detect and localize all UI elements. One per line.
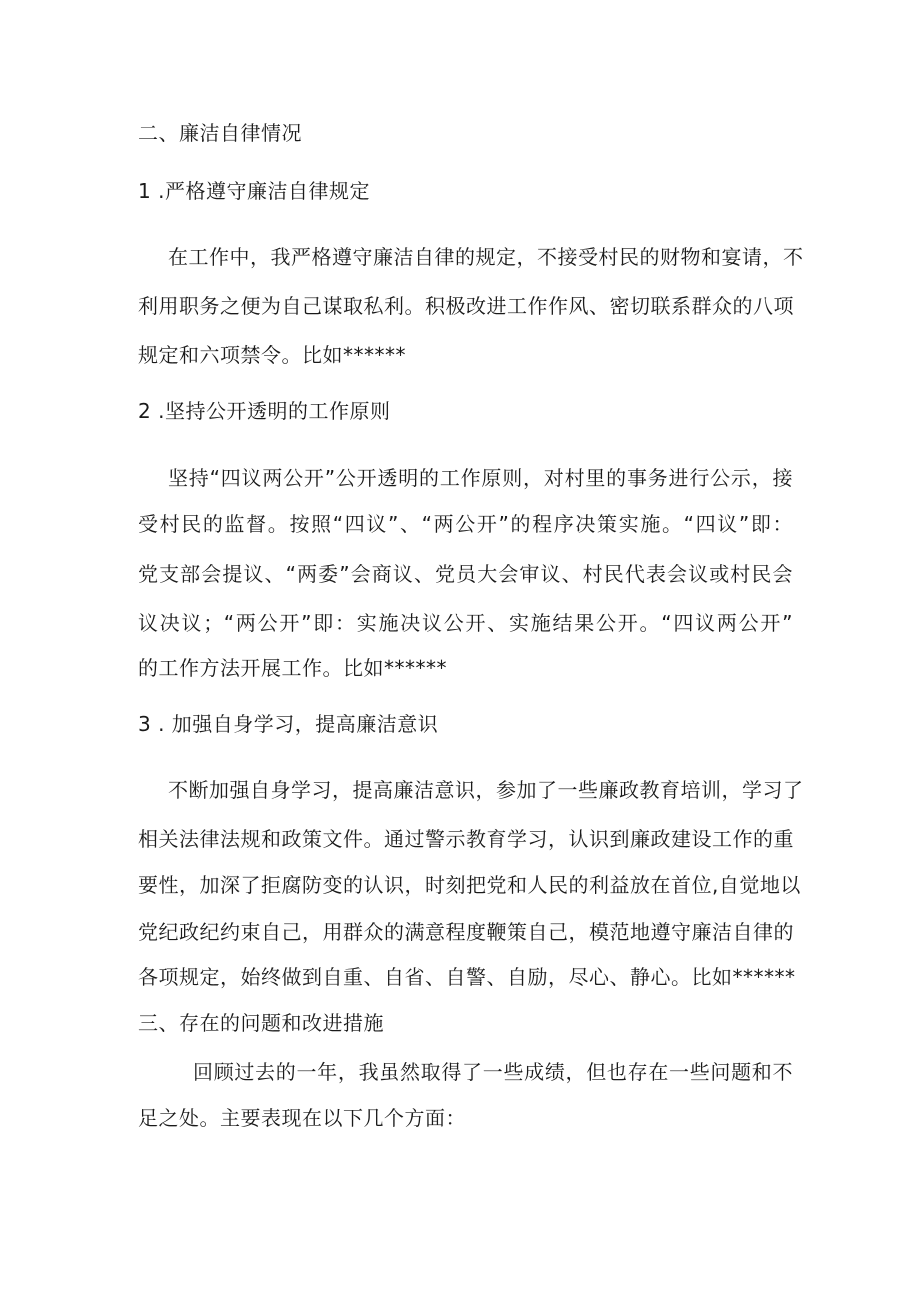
paragraph-2-line-5: 的工作方法开展工作。比如******	[138, 656, 447, 680]
item-title-2: 2 .坚持公开透明的工作原则	[138, 399, 391, 423]
paragraph-3-line-2: 相关法律法规和政策文件。通过警示教育学习，认识到廉政建设工作的重	[138, 827, 794, 851]
paragraph-3-line-1: 不断加强自身学习，提高廉洁意识，参加了一些廉政教育培训，学习了	[168, 778, 804, 802]
paragraph-4-line-1: 回顾过去的一年，我虽然取得了一些成绩，但也存在一些问题和不	[193, 1060, 793, 1084]
paragraph-2-line-2: 受村民的监督。按照“四议”、“两公开”的程序决策实施。“四议”即：	[138, 512, 793, 536]
paragraph-4-line-2: 足之处。主要表现在以下几个方面：	[138, 1106, 466, 1130]
paragraph-3-line-5: 各项规定，始终做到自重、自省、自警、自励，尽心、静心。比如******	[138, 965, 796, 989]
section-heading-integrity: 二、廉洁自律情况	[138, 121, 302, 145]
item-title-3: 3 . 加强自身学习，提高廉洁意识	[138, 712, 439, 736]
paragraph-2-line-4: 议决议；“两公开”即：实施决议公开、实施结果公开。“四议两公开”	[138, 611, 793, 635]
section-heading-problems: 三、存在的问题和改进措施	[138, 1011, 384, 1035]
item-title-1: 1 .严格遵守廉洁自律规定	[138, 179, 370, 203]
paragraph-1-line-2: 利用职务之便为自己谋取私利。积极改进工作作风、密切联系群众的八项	[138, 294, 794, 318]
paragraph-2-line-1: 坚持“四议两公开”公开透明的工作原则，对村里的事务进行公示，接	[168, 466, 793, 490]
paragraph-3-line-4: 党纪政纪约束自己，用群众的满意程度鞭策自己，模范地遵守廉洁自律的	[138, 920, 794, 944]
paragraph-2-line-3: 党支部会提议、“两委”会商议、党员大会审议、村民代表会议或村民会	[138, 562, 793, 586]
paragraph-1-line-1: 在工作中，我严格遵守廉洁自律的规定，不接受村民的财物和宴请，不	[168, 245, 804, 269]
paragraph-3-line-3: 要性，加深了拒腐防变的认识，时刻把党和人民的利益放在首位,自觉地以	[138, 873, 801, 897]
paragraph-1-line-3: 规定和六项禁令。比如******	[138, 343, 406, 367]
